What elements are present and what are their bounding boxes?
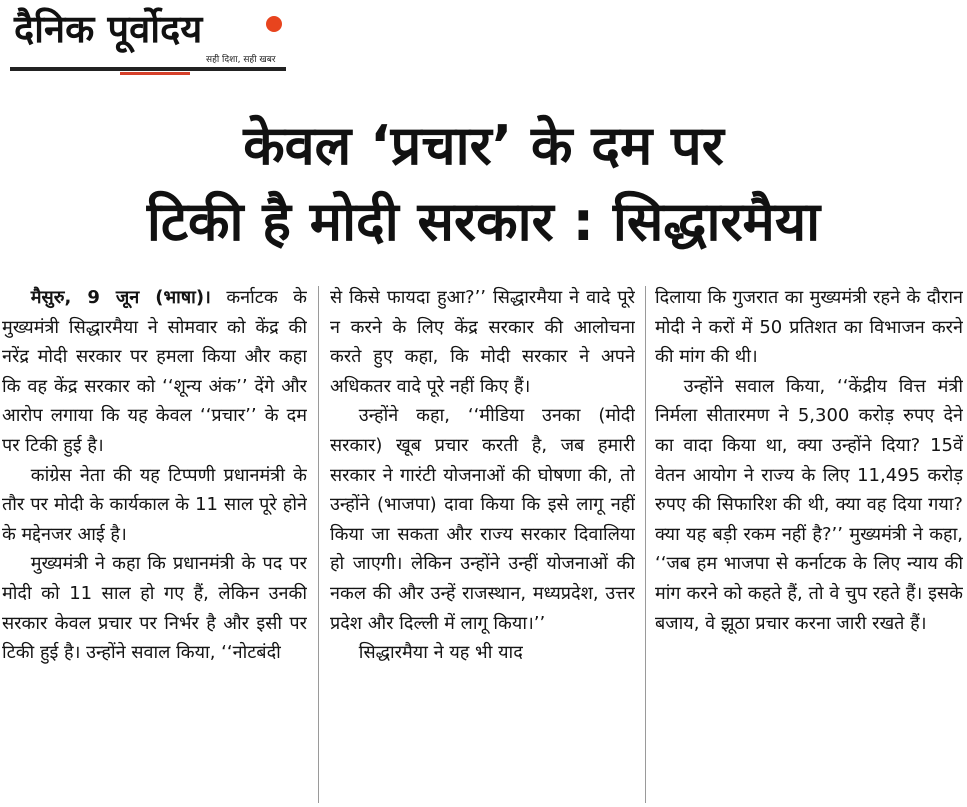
dateline: मैसुरु, 9 जून (भाषा)। — [30, 287, 211, 308]
headline-line-1: केवल ‘प्रचार’ के दम पर — [243, 114, 724, 177]
headline — [0, 108, 967, 260]
article-paragraph: दिलाया कि गुजरात का मुख्यमंत्री रहने के दौरान मोदी ने करों में 50 प्रतिशत का विभाजन करने की मांग की थी। — [655, 287, 963, 368]
masthead — [10, 6, 286, 72]
article-paragraph: कांग्रेस नेता की यह टिप्पणी प्रधानमंत्री के तौर पर मोदी के कार्यकाल के 11 साल पूरे होने के मद्देनजर आई है। — [2, 464, 307, 545]
masthead-title: दैनिक पूर्वोदय — [14, 7, 203, 51]
article-paragraph: से किसे फायदा हुआ?’’ सिद्धारमैया ने वादे पूरे न करने के लिए केंद्र सरकार की आलोचना करते हुए कहा, कि मोदी सरकार ने अपने अधिकतर वादे पूरे नहीं किए हैं। — [330, 287, 635, 397]
article-column-2 — [330, 283, 635, 803]
masthead-rule — [10, 67, 286, 71]
headline-line-2: टिकी है मोदी सरकार : सिद्धारमैया — [146, 190, 821, 253]
article-paragraph — [2, 283, 307, 461]
article-column-3 — [655, 283, 963, 803]
masthead-tagline: सही दिशा, सही खबर — [206, 55, 276, 65]
article-column-1 — [2, 283, 307, 803]
masthead-accent-rule — [120, 72, 190, 75]
article-paragraph: सिद्धारमैया ने यह भी याद — [358, 642, 523, 664]
article-paragraph: उन्होंने कहा, ‘‘मीडिया उनका (मोदी सरकार) खूब प्रचार करती है, जब हमारी सरकार ने गारंटी योजनाओं की घोषणा की, तो उन्होंने (भाजपा) दावा किया कि इसे लागू नहीं किया जा सकता और राज्य सरकार दिवालिया हो जाएगी। लेकिन उन्होंने उन्हीं योजनाओं की नकल की और उन्हें राजस्थान, मध्यप्रदेश, उत्तर प्रदेश और दिल्ली में लागू किया।’’ — [330, 405, 635, 634]
article-paragraph-text: कर्नाटक के मुख्यमंत्री सिद्धारमैया ने सोमवार को केंद्र की नरेंद्र मोदी सरकार पर हमला किया और कहा कि वह केंद्र सरकार को ‘‘शून्य अंक’’ देंगे और आरोप लगाया कि यह केवल ‘‘प्रचार’’ के दम पर टिकी हुई है। — [2, 287, 307, 456]
article-paragraph: उन्होंने सवाल किया, ‘‘केंद्रीय वित्त मंत्री निर्मला सीतारमण ने 5,300 करोड़ रुपए देने का वादा किया था, क्या उन्होंने दिया? 15वें वेतन आयोग ने राज्य के लिए 11,495 करोड़ रुपए की सिफारिश की थी, क्या वह दिया गया? क्या यह बड़ी रकम नहीं है?’’ मुख्यमंत्री ने कहा, ‘‘जब हम भाजपा से कर्नाटक के लिए न्याय की मांग करने को कहते हैं, तो वे चुप रहते हैं। इसके बजाय, वे झूठा प्रचार करना जारी रखते हैं। — [655, 375, 963, 634]
article-paragraph: मुख्यमंत्री ने कहा कि प्रधानमंत्री के पद पर मोदी को 11 साल हो गए हैं, लेकिन उनकी सरकार केवल प्रचार पर निर्भर है और इसी पर टिकी हुई है। उन्होंने सवाल किया, ‘‘नोटबंदी — [2, 553, 307, 664]
masthead-logo-dot-icon — [266, 16, 282, 32]
column-divider — [318, 286, 319, 803]
column-divider — [645, 286, 646, 803]
